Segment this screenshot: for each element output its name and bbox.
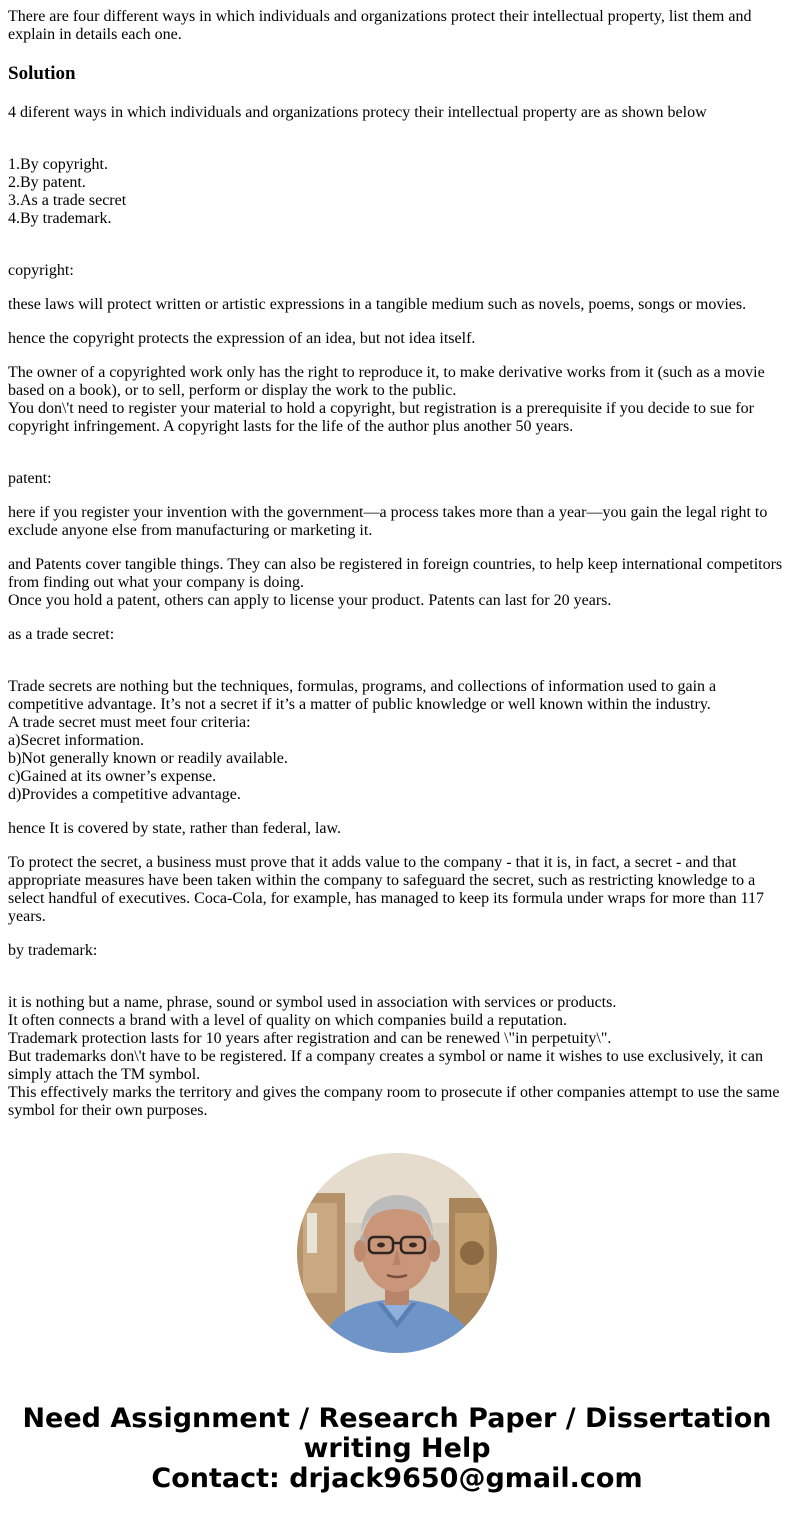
trade-secret-paragraph bbox=[8, 678, 786, 804]
patent-line: and Patents cover tangible things. They can also be registered in foreign countries, to help keep international competitors from finding out what your company is doing. bbox=[8, 556, 783, 591]
author-photo bbox=[297, 1153, 497, 1353]
copyright-line: You don\'t need to register your material to hold a copyright, but registration is a prerequisite if you decide to sue for copyright infringement. A copyright lasts for the life of the author plus another 50 years. bbox=[8, 400, 754, 435]
copyright-paragraph: these laws will protect written or artistic expressions in a tangible medium such as novels, poems, songs or movies. bbox=[8, 296, 747, 313]
way-item: 2.By patent. bbox=[8, 174, 86, 191]
way-item: 4.By trademark. bbox=[8, 210, 112, 227]
intro-text: 4 diferent ways in which individuals and organizations protecy their intellectual property are as shown below bbox=[8, 104, 707, 121]
criteria-item: b)Not generally known or readily available. bbox=[8, 750, 288, 767]
criteria-item: a)Secret information. bbox=[8, 732, 144, 749]
way-item: 1.By copyright. bbox=[8, 156, 108, 173]
copyright-paragraph bbox=[8, 364, 786, 436]
patent-line: Once you hold a patent, others can apply to license your product. Patents can last for 20 years. bbox=[8, 592, 612, 609]
promo-contact: Contact: drjack9650@gmail.com bbox=[151, 1463, 643, 1494]
copyright-line: The owner of a copyrighted work only has the right to reproduce it, to make derivative works from it (such as a movie based on a book), or to sell, perform or display the work to the public. bbox=[8, 364, 765, 399]
copyright-heading: copyright: bbox=[8, 262, 74, 279]
ways-list bbox=[8, 156, 786, 228]
question-text: There are four different ways in which individuals and organizations protect their intellectual property, list them and explain in details each one. bbox=[8, 8, 756, 43]
copyright-paragraph: hence the copyright protects the expression of an idea, but not idea itself. bbox=[8, 330, 476, 347]
trademark-paragraph bbox=[8, 994, 786, 1120]
patent-heading: patent: bbox=[8, 470, 52, 487]
trademark-line: This effectively marks the territory and gives the company room to prosecute if other companies attempt to use the same symbol for their own purposes. bbox=[8, 1084, 780, 1119]
trademark-line: It often connects a brand with a level of quality on which companies build a reputation. bbox=[8, 1012, 567, 1029]
trade-secret-line: Trade secrets are nothing but the techniques, formulas, programs, and collections of information used to gain a competitive advantage. It’s not a secret if it’s a matter of public knowledge or well known within the industry. bbox=[8, 678, 717, 713]
author-avatar bbox=[297, 1153, 497, 1353]
trade-secret-heading: as a trade secret: bbox=[8, 626, 115, 643]
patent-paragraph bbox=[8, 556, 786, 610]
promo-line: writing Help bbox=[303, 1433, 491, 1464]
criteria-item: c)Gained at its owner’s expense. bbox=[8, 768, 217, 785]
trademark-line: it is nothing but a name, phrase, sound or symbol used in association with services or products. bbox=[8, 994, 617, 1011]
trade-secret-line: A trade secret must meet four criteria: bbox=[8, 714, 251, 731]
solution-heading: Solution bbox=[8, 63, 76, 84]
way-item: 3.As a trade secret bbox=[8, 192, 127, 209]
trademark-line: But trademarks don\'t have to be registered. If a company creates a symbol or name it wishes to use exclusively, it can simply attach the TM symbol. bbox=[8, 1048, 763, 1083]
patent-paragraph: here if you register your invention with the government—a process takes more than a year—you gain the legal right to exclude anyone else from manufacturing or marketing it. bbox=[8, 504, 772, 539]
document-body bbox=[8, 8, 786, 1120]
trade-secret-paragraph: To protect the secret, a business must prove that it adds value to the company - that it is, in fact, a secret - and that appropriate measures have been taken within the company to safeguard the secret, such as restricting knowledge to a select handful of executives. Coca-Cola, for example, has managed to keep its formula under wraps for more than 117 years. bbox=[8, 854, 769, 925]
promo-line: Need Assignment / Research Paper / Dissertation bbox=[22, 1403, 772, 1434]
trade-secret-paragraph: hence It is covered by state, rather than federal, law. bbox=[8, 820, 342, 837]
trademark-line: Trademark protection lasts for 10 years after registration and can be renewed \"in perpetuity\". bbox=[8, 1030, 612, 1047]
criteria-item: d)Provides a competitive advantage. bbox=[8, 786, 241, 803]
promo-banner bbox=[0, 1404, 794, 1494]
trademark-heading: by trademark: bbox=[8, 942, 98, 959]
